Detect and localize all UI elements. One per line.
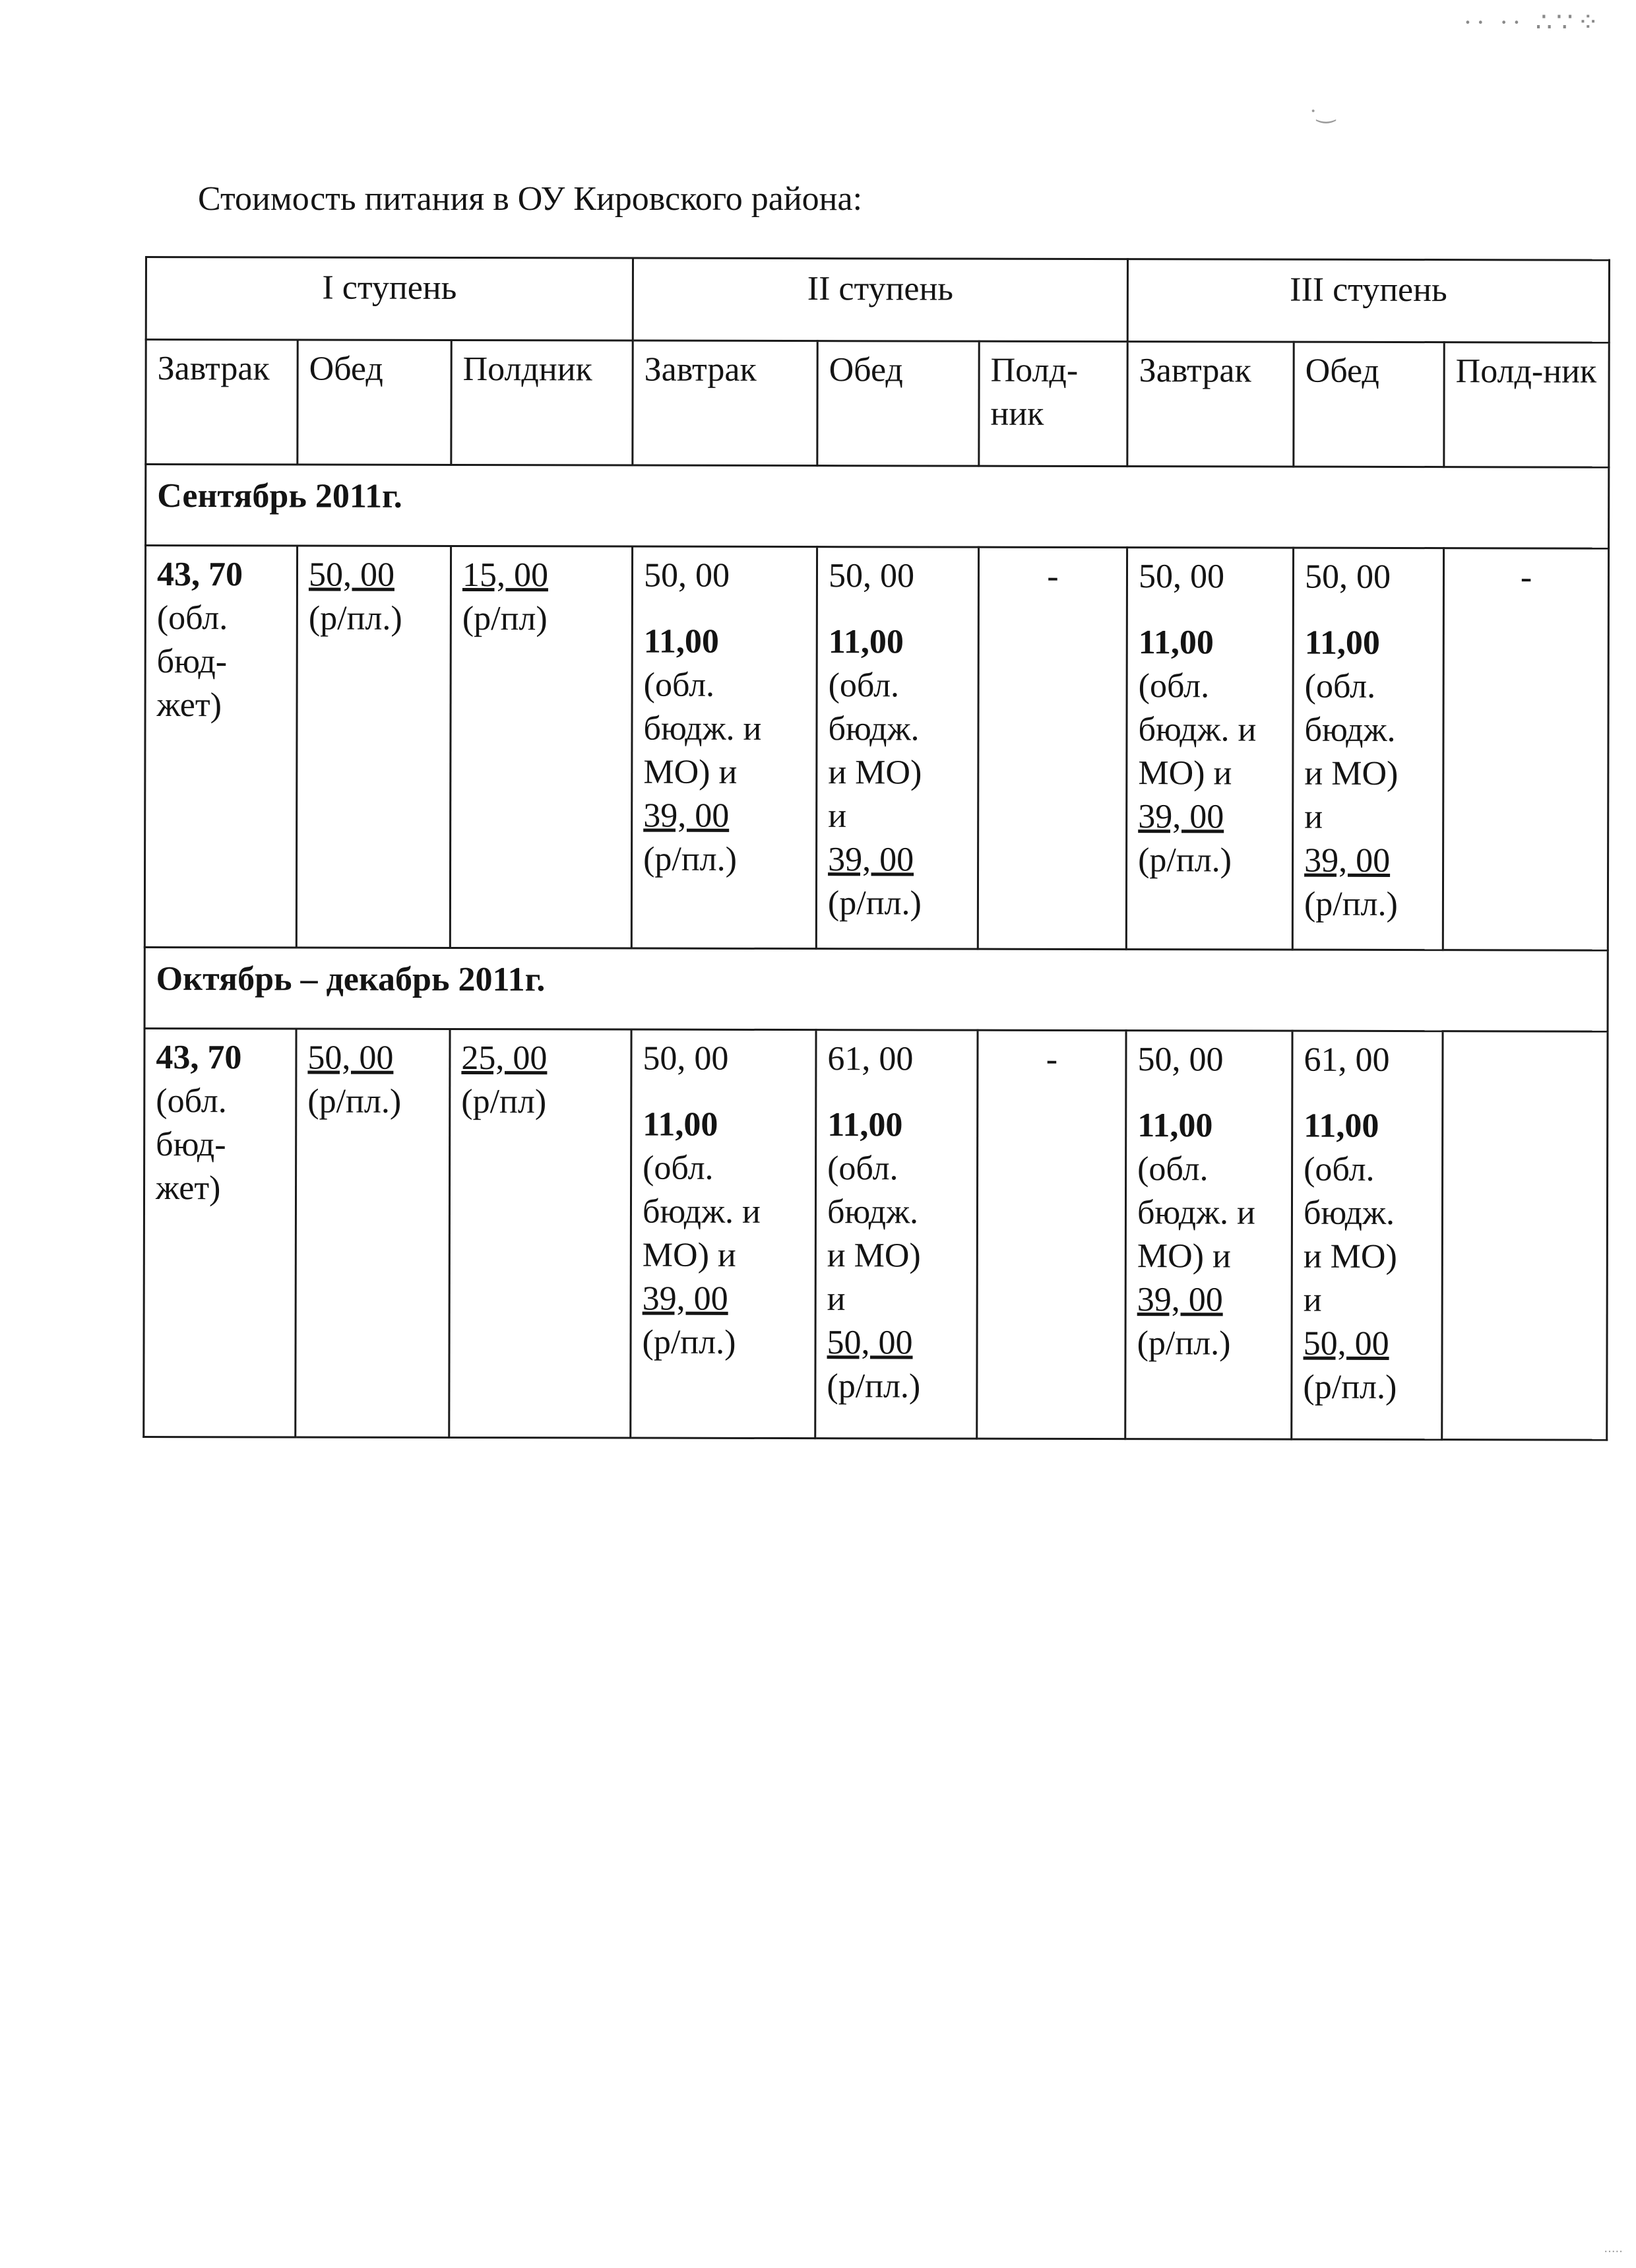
price-note: (р/пл.) — [1304, 885, 1398, 923]
meal-header: Завтрак — [1127, 342, 1294, 467]
scan-watermark: ····· — [1604, 2245, 1623, 2259]
price-note: (р/пл.) — [827, 884, 922, 923]
price-cell — [144, 546, 297, 948]
stage-header-row — [146, 257, 1609, 343]
price-note: и — [827, 1280, 846, 1318]
price-note: бюдж. и — [642, 1192, 761, 1231]
price-note: (обл. — [1304, 667, 1376, 705]
price-note: (р/пл.) — [827, 1367, 921, 1406]
price-paid: 39, 00 — [1138, 798, 1224, 836]
price-note: (обл. — [156, 1082, 227, 1120]
price-cell-empty: - — [978, 547, 1127, 949]
stage-2-header: II ступень — [633, 258, 1127, 342]
price-cell — [450, 546, 632, 948]
price-total: 50, 00 — [1138, 558, 1225, 596]
price-note: и МО) — [1304, 754, 1399, 793]
meal-header-row — [146, 340, 1609, 468]
price-note: бюд- — [156, 1126, 226, 1164]
price-note: (р/пл) — [462, 600, 548, 638]
price-row — [144, 546, 1608, 951]
price-note: бюдж. — [827, 1193, 919, 1231]
price-cell — [816, 547, 978, 950]
price-note: бюдж. и — [1137, 1194, 1255, 1232]
price-paid: 39, 00 — [642, 1280, 728, 1318]
price-note: (р/пл.) — [643, 840, 738, 878]
price-amount: 43, 70 — [156, 556, 243, 594]
price-total: 61, 00 — [827, 1040, 914, 1078]
price-note: и — [1303, 1281, 1322, 1319]
price-subsidy: 11,00 — [827, 1106, 903, 1144]
price-total: 50, 00 — [1304, 558, 1391, 596]
price-note: бюдж. — [828, 710, 920, 748]
price-note: и — [828, 797, 847, 835]
price-amount: 25, 00 — [461, 1039, 548, 1078]
price-note: жет) — [155, 1169, 221, 1208]
price-note: (р/пл) — [461, 1083, 547, 1121]
meal-header: Обед — [817, 341, 979, 467]
price-paid: 39, 00 — [1137, 1281, 1223, 1319]
price-subsidy: 11,00 — [643, 1105, 718, 1144]
price-subsidy: 11,00 — [1304, 624, 1381, 662]
price-note: (обл. — [643, 666, 715, 704]
price-note: (обл. — [156, 599, 228, 637]
price-note: (обл. — [1137, 1150, 1209, 1188]
price-note: и МО) — [827, 1237, 921, 1275]
price-paid: 50, 00 — [827, 1324, 913, 1362]
price-cell — [144, 1029, 296, 1437]
price-cell-empty — [1442, 1031, 1608, 1441]
price-cell — [631, 546, 817, 949]
price-note: бюдж. и — [643, 709, 762, 748]
price-paid: 39, 00 — [643, 796, 730, 835]
meal-cost-table — [142, 256, 1610, 1441]
stage-1-header: I ступень — [146, 257, 633, 341]
price-total: 61, 00 — [1304, 1041, 1390, 1079]
price-note: и — [1304, 798, 1323, 836]
price-note: (р/пл.) — [1137, 1324, 1231, 1363]
price-subsidy: 11,00 — [1304, 1107, 1379, 1145]
price-subsidy: 11,00 — [828, 623, 904, 661]
price-note: (обл. — [643, 1149, 714, 1187]
period-row — [144, 948, 1608, 1032]
meal-header: Полдник — [451, 340, 633, 465]
meal-header: Полд-ник — [979, 341, 1127, 466]
price-cell — [815, 1030, 978, 1439]
period-row — [146, 465, 1609, 549]
price-cell — [631, 1029, 816, 1439]
price-cell — [1292, 1031, 1443, 1439]
price-amount: 50, 00 — [307, 1039, 394, 1077]
price-note: МО) и — [1138, 754, 1232, 793]
price-note: и МО) — [828, 754, 922, 792]
price-cell — [449, 1029, 631, 1438]
price-note: (обл. — [1138, 667, 1210, 705]
meal-header: Завтрак — [146, 340, 298, 465]
price-subsidy: 11,00 — [643, 622, 719, 661]
price-note: МО) и — [643, 753, 738, 791]
price-note: (р/пл.) — [307, 1082, 402, 1120]
price-note: (обл. — [1304, 1150, 1375, 1188]
price-paid: 39, 00 — [828, 841, 914, 879]
price-note: бюдж. и — [1138, 711, 1257, 749]
price-note: (р/пл.) — [308, 599, 402, 637]
price-cell — [1292, 548, 1443, 950]
meal-header: Обед — [1294, 342, 1444, 467]
price-note: жет) — [156, 686, 222, 725]
price-note: (р/пл.) — [1138, 841, 1232, 880]
price-note: бюд- — [156, 643, 228, 681]
price-note: бюдж. — [1304, 711, 1396, 749]
price-amount: 43, 70 — [156, 1039, 242, 1077]
period-label: Сентябрь 2011г. — [146, 465, 1609, 549]
price-cell-empty: - — [1443, 548, 1608, 951]
meal-header: Завтрак — [633, 340, 817, 466]
price-note: (р/пл.) — [1303, 1368, 1397, 1406]
price-cell — [296, 1029, 450, 1437]
document-title: Стоимость питания в ОУ Кировского района: — [198, 180, 863, 218]
price-paid: 39, 00 — [1304, 841, 1391, 880]
price-note: МО) и — [642, 1236, 736, 1274]
price-note: и МО) — [1303, 1237, 1397, 1276]
price-paid: 50, 00 — [1303, 1324, 1389, 1363]
price-total: 50, 00 — [1137, 1041, 1224, 1079]
scan-specks: ·‿ — [1309, 99, 1335, 123]
price-note: (обл. — [828, 666, 900, 705]
price-row — [144, 1029, 1608, 1441]
price-cell-empty: - — [977, 1030, 1126, 1439]
price-amount: 50, 00 — [308, 556, 395, 594]
price-note: (р/пл.) — [642, 1323, 736, 1361]
meal-header: Полд-ник — [1444, 342, 1609, 468]
meal-header: Обед — [298, 340, 451, 465]
price-note: (обл. — [827, 1150, 898, 1188]
price-subsidy: 11,00 — [1138, 624, 1214, 662]
period-label: Октябрь – декабрь 2011г. — [144, 948, 1608, 1032]
stage-3-header: III ступень — [1127, 259, 1609, 343]
price-amount: 15, 00 — [462, 556, 549, 595]
scan-specks: ·· ·· ∴∵⁘ — [1463, 7, 1603, 37]
price-subsidy: 11,00 — [1137, 1107, 1213, 1145]
price-cell — [1125, 1031, 1292, 1440]
price-cell — [1126, 548, 1293, 950]
price-cell — [296, 546, 451, 948]
price-total: 50, 00 — [643, 556, 730, 595]
price-note: бюдж. — [1303, 1194, 1395, 1232]
price-total: 50, 00 — [643, 1039, 729, 1078]
price-note: МО) и — [1137, 1237, 1231, 1276]
price-total: 50, 00 — [828, 557, 915, 595]
